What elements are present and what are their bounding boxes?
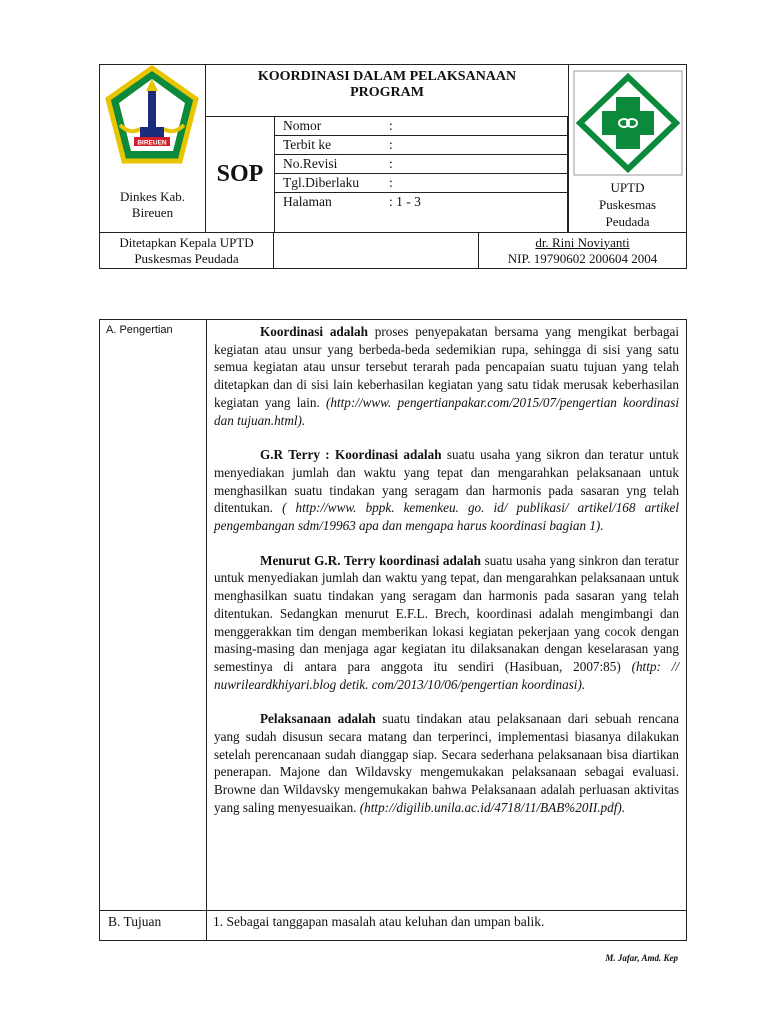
paragraph-pelaksanaan: Pelaksanaan adalah suatu tindakan atau pelaksanaan dari sebuah rencana yang sudah disusun secara matang dan terperinci, implementasi biasanya dilakukan setelah perencanaan sudah dianggap siap. Secara sederhana pelaksanaan bisa diartikan penerapan. Majone dan Wildavsky mengemukakan pelaksanaan sebagai evaluasi. Browne dan Wildavsky mengemukakan bahwa Pelaksanaan adalah perluasan aktivitas yang saling menyesuaikan. (http://digilib.unila.ac.id/4718/11/BAB%20II.pdf). [214,711,679,815]
field-label: Terbit ke [283,137,332,152]
field-row [275,155,567,174]
dinkes-bireuen-logo [100,65,204,183]
field-row [275,174,567,193]
center-block [206,65,569,233]
field-label: Tgl.Diberlaku [283,175,360,190]
signer-nip: NIP. 19790602 200604 2004 [507,250,658,266]
tujuan-item: 1. Sebagai tanggapan masalah atau keluhan dan umpan balik. [207,911,687,941]
field-value: : [389,137,393,152]
right-logo-cell [569,65,687,233]
signer-cell [479,233,687,269]
field-value: : [389,175,393,190]
field-label: Nomor [283,118,322,133]
footer-author: M. Jafar, Amd. Kep [605,953,678,963]
left-caption: Dinkes Kab. Bireuen [120,189,185,220]
sop-label: SOP [206,117,275,232]
section-a-label: A. Pengertian [100,320,207,911]
field-row [275,193,567,211]
field-row [275,136,567,155]
ditetapkan-cell: Ditetapkan Kepala UPTD Puskesmas Peudada [100,233,274,269]
section-a-content [207,320,687,911]
paragraph-koordinasi: Koordinasi adalah proses penyepakatan bersama yang mengikat berbagai kegiatan atau unsur yang berbeda-beda sedemikian rupa, sehingga di sisi yang satu semua kegiatan atau unsur tersebut terarah pada pencapaian suatu tujuan yang telah ditetapkan dan di sisi lain keberhasilan kegiatan yang satu tidak merusak keberhasilan kegiatan yang lain. (http://www. pengertianpakar.com/2015/07/pengertian koordinasi dan tujuan.html). [214,324,680,428]
section-b-label: B. Tujuan [100,911,207,941]
right-caption: UPTD Puskesmas Peudada [599,180,657,229]
field-label: No.Revisi [283,156,338,171]
sop-header-table [99,64,687,269]
signature-blank-cell [274,233,479,269]
fields-block [275,117,568,232]
field-value: : 1 - 3 [389,194,421,209]
left-logo-cell [100,65,206,233]
puskesmas-logo [570,67,686,179]
svg-text:BIREUEN: BIREUEN [137,139,167,147]
paragraph-gr-terry: G.R Terry : Koordinasi adalah suatu usaha yang sikron dan teratur untuk menyediakan jumlah dan waktu yang tepat dan mengarahkan pelaksanaan untuk menghasilkan suatu tindakan yang seragam dan harmonis pada sasaran yng telah ditentukan. ( http://www. bppk. kemenkeu. go. id/ publikasi/ artikel/168 artikel pengembangan sdm/19963 apa dan mengapa harus koordinasi bagian 1). [214,447,679,534]
field-value: : [389,118,393,133]
field-row [275,117,567,136]
signer-name: dr. Rini Noviyanti [535,234,630,250]
paragraph-menurut-terry: Menurut G.R. Terry koordinasi adalah suatu usaha yang sinkron dan teratur untuk menyediakan jumlah dan waktu yang tepat, dan mengarahkan pelaksanaan untuk menghasilkan suatu tindakan yang seragam dan harmonis pada sasaran yang telah ditentukan. Sedangkan menurut E.F.L. Brech, koordinasi adalah mengimbangi dan menggerakkan tim dengan memberikan lokasi kegiatan pekerjaan yang cocok dengan masing-masing dan menjaga agar kegiatan itu dilaksanakan dengan keselarasan yang semestinya di antara para anggota itu sendiri (Hasibuan, 2007:85) (http: // nuwrileardkhiyari.blog detik. com/2013/10/06/pengertian koordinasi). [214,552,680,692]
field-label: Halaman [283,194,332,209]
document-title: KOORDINASI DALAM PELAKSANAAN PROGRAM [206,65,568,117]
sop-content-table [99,319,687,941]
field-value: : [389,156,393,171]
